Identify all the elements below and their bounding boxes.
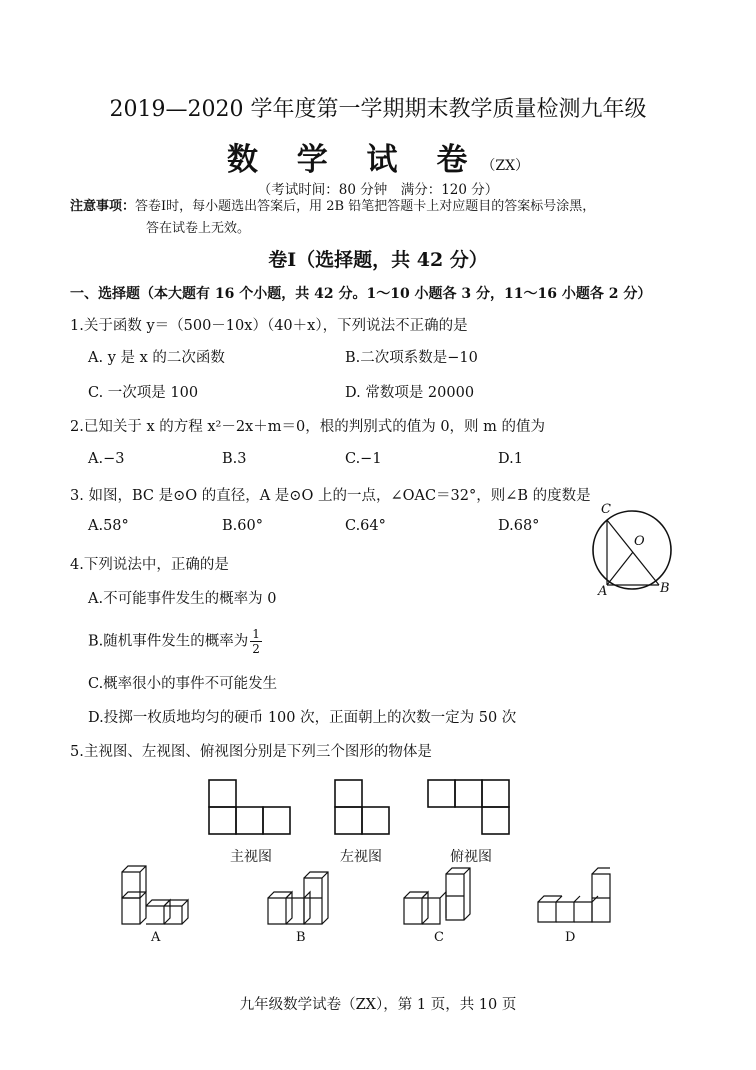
fraction-one-half: [250, 627, 262, 656]
notice: [70, 197, 595, 217]
q3-option-a: A.58°: [88, 518, 129, 534]
option-b-figure: [266, 868, 338, 926]
q1-option-b: B.二次项系数是−10: [345, 350, 478, 366]
question-1-stem: 1.关于函数 y＝（500－10x）（40＋x），下列说法不正确的是: [70, 318, 468, 334]
q2-option-d: D.1: [498, 451, 523, 467]
left-view-figure: [334, 779, 392, 835]
q2-option-b: B.3: [222, 451, 247, 467]
q2-option-c: C.−1: [345, 451, 382, 467]
fraction-numerator: 1: [252, 627, 260, 641]
q4-option-a: A.不可能事件发生的概率为 0: [88, 591, 277, 607]
q3-option-b: B.60°: [222, 518, 263, 534]
page-footer: 九年级数学试卷（ZX），第 1 页，共 10 页: [239, 997, 517, 1013]
q3-option-d: D.68°: [498, 518, 540, 534]
option-c-figure: [402, 868, 474, 926]
front-view-label: 主视图: [230, 849, 272, 865]
q3-option-c: C.64°: [345, 518, 386, 534]
option-d-label: D: [565, 930, 576, 945]
circle-o: [593, 511, 671, 589]
front-view-figure: [208, 779, 292, 835]
option-b-label: B: [296, 930, 306, 945]
top-view-figure: [427, 779, 511, 835]
q1-option-c: C. 一次项是 100: [88, 385, 199, 401]
q4-option-b: [88, 627, 262, 656]
subject-title: [0, 134, 756, 179]
option-d-figure: [536, 868, 612, 926]
q4-option-b-text: B.随机事件发生的概率为: [88, 633, 249, 650]
label-o: O: [634, 534, 645, 549]
q2-option-a: A.−3: [88, 451, 125, 467]
label-a: A: [598, 584, 608, 599]
q1-option-d: D. 常数项是 20000: [345, 385, 475, 401]
question-5-stem: 5.主视图、左视图、俯视图分别是下列三个图形的物体是: [70, 744, 432, 760]
notice-label: 注意事项：: [70, 199, 136, 214]
q1-option-a: A. y 是 x 的二次函数: [88, 350, 225, 366]
notice-line1: 答卷Ⅰ时，每小题选出答案后，用 2B 铅笔把答题卡上对应题目的答案标号涂黑，: [135, 199, 596, 214]
option-a-figure: [120, 868, 192, 926]
subject-suffix: （ZX）: [481, 158, 530, 174]
q4-option-d: D.投掷一枚质地均匀的硬币 100 次，正面朝上的次数一定为 50 次: [88, 710, 517, 726]
exam-title: 2019—2020 学年度第一学期期末教学质量检测九年级: [109, 97, 647, 122]
q4-option-c: C.概率很小的事件不可能发生: [88, 676, 278, 692]
notice-line2: 答在试卷上无效。: [146, 221, 251, 236]
subject-name: 数 学 试 卷: [226, 142, 482, 178]
option-a-label: A: [151, 930, 161, 945]
left-view-label: 左视图: [340, 849, 382, 865]
option-c-label: C: [434, 930, 444, 945]
question-4-stem: 4.下列说法中，正确的是: [70, 557, 229, 573]
question-2-stem: 2.已知关于 x 的方程 x²－2x＋m＝0，根的判别式的值为 0，则 m 的值为: [70, 419, 546, 435]
exam-info: （考试时间：80 分钟 满分：120 分）: [257, 182, 499, 198]
question-3-stem: 3. 如图，BC 是⊙O 的直径，A 是⊙O 上的一点，∠OAC＝32°，则∠B 的度数是: [70, 488, 591, 504]
section-title: 一、选择题（本大题有 16 个小题，共 42 分。1～10 小题各 3 分，11～16 小题各 2 分）: [70, 286, 652, 302]
label-b: B: [660, 581, 670, 596]
volume-title: 卷Ⅰ（选择题，共 42 分）: [268, 249, 488, 271]
top-view-label: 俯视图: [450, 849, 492, 865]
label-c: C: [601, 502, 611, 517]
fraction-denominator: 2: [252, 642, 260, 656]
segment-ao: [607, 552, 633, 585]
